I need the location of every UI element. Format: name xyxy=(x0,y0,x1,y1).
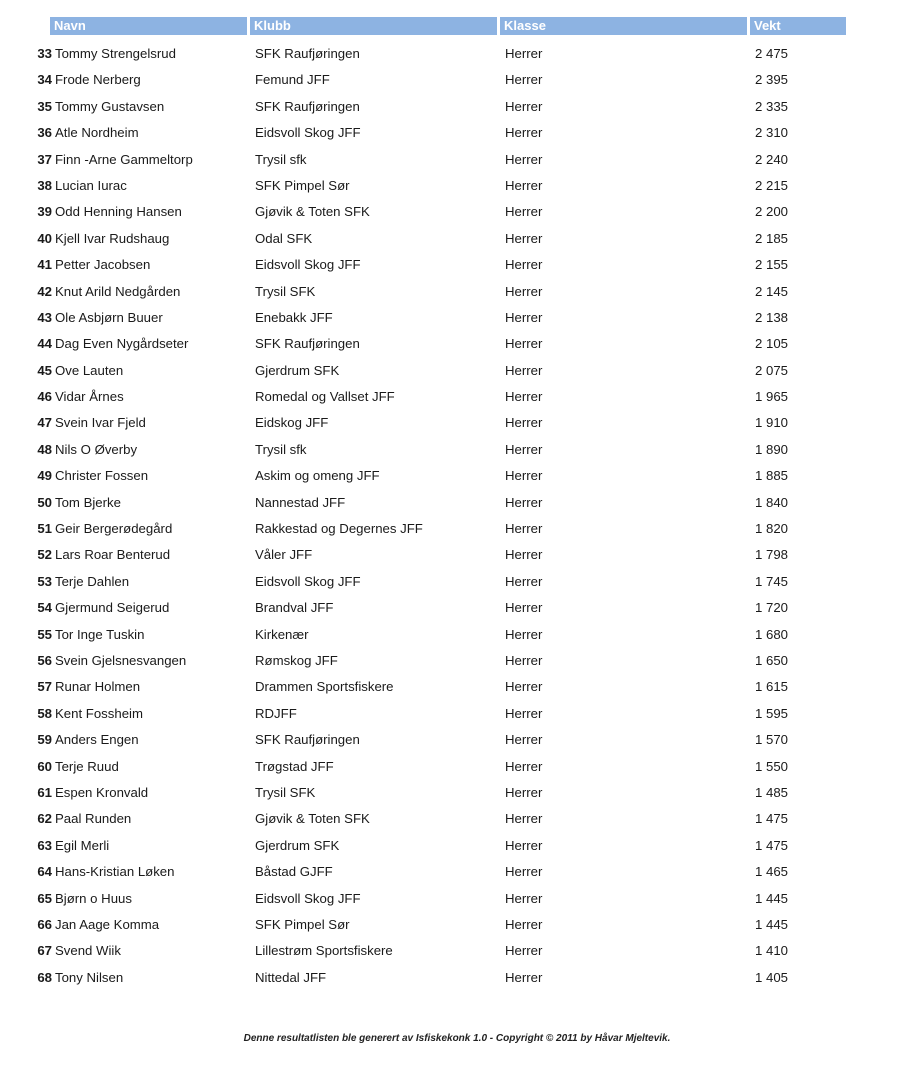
place-cell: 58 xyxy=(37,705,52,721)
club-cell: Gjøvik & Toten SFK xyxy=(255,204,370,220)
class-cell: Herrer xyxy=(505,969,543,985)
place-cell: 42 xyxy=(37,283,52,299)
table-row xyxy=(0,226,914,252)
name-cell: Terje Dahlen xyxy=(55,573,130,589)
name-cell: Hans-Kristian Løken xyxy=(55,864,175,880)
weight-cell: 1 910 xyxy=(755,415,789,431)
name-cell: Frode Nerberg xyxy=(55,72,141,88)
table-row xyxy=(0,542,914,568)
table-row xyxy=(0,279,914,305)
table-row xyxy=(0,173,914,199)
name-cell: Terje Ruud xyxy=(55,758,119,774)
club-cell: Odal SFK xyxy=(255,230,313,246)
table-row xyxy=(0,490,914,516)
club-cell: Eidsvoll Skog JFF xyxy=(255,573,361,589)
results-table xyxy=(0,41,914,991)
weight-cell: 2 240 xyxy=(755,151,789,167)
table-row xyxy=(0,384,914,410)
name-cell: Finn -Arne Gammeltorp xyxy=(55,151,193,167)
place-cell: 50 xyxy=(37,494,52,510)
place-cell: 46 xyxy=(37,389,52,405)
class-cell: Herrer xyxy=(505,309,543,325)
name-cell: Lars Roar Benterud xyxy=(55,547,171,563)
club-cell: Gjerdrum SFK xyxy=(255,362,340,378)
weight-cell: 2 075 xyxy=(755,362,789,378)
class-cell: Herrer xyxy=(505,837,543,853)
column-header-vekt: Vekt xyxy=(750,17,846,35)
weight-cell: 1 798 xyxy=(755,547,789,563)
class-cell: Herrer xyxy=(505,72,543,88)
table-row xyxy=(0,833,914,859)
name-cell: Lucian Iurac xyxy=(55,177,127,193)
name-cell: Tony Nilsen xyxy=(55,969,124,985)
weight-cell: 2 155 xyxy=(755,257,789,273)
class-cell: Herrer xyxy=(505,362,543,378)
name-cell: Nils O Øverby xyxy=(55,441,138,457)
name-cell: Atle Nordheim xyxy=(55,125,139,141)
place-cell: 34 xyxy=(37,72,52,88)
weight-cell: 1 405 xyxy=(755,969,789,985)
place-cell: 49 xyxy=(37,468,52,484)
club-cell: Gjerdrum SFK xyxy=(255,837,340,853)
name-cell: Christer Fossen xyxy=(55,468,149,484)
table-row xyxy=(0,780,914,806)
place-cell: 63 xyxy=(37,837,52,853)
name-cell: Runar Holmen xyxy=(55,679,141,695)
place-cell: 61 xyxy=(37,784,52,800)
table-row xyxy=(0,120,914,146)
name-cell: Svein Ivar Fjeld xyxy=(55,415,146,431)
class-cell: Herrer xyxy=(505,468,543,484)
class-cell: Herrer xyxy=(505,46,543,61)
class-cell: Herrer xyxy=(505,732,543,748)
name-cell: Svend Wiik xyxy=(55,943,121,959)
table-row xyxy=(0,569,914,595)
place-cell: 51 xyxy=(37,521,52,537)
weight-cell: 1 595 xyxy=(755,705,789,721)
class-cell: Herrer xyxy=(505,177,543,193)
name-cell: Tommy Gustavsen xyxy=(55,98,165,114)
weight-cell: 1 745 xyxy=(755,573,789,589)
place-cell: 59 xyxy=(37,732,52,748)
weight-cell: 1 475 xyxy=(755,811,789,827)
class-cell: Herrer xyxy=(505,415,543,431)
class-cell: Herrer xyxy=(505,521,543,537)
table-row xyxy=(0,67,914,93)
place-cell: 65 xyxy=(37,890,52,906)
name-cell: Ole Asbjørn Buuer xyxy=(55,309,163,325)
table-row xyxy=(0,358,914,384)
club-cell: Rakkestad og Degernes JFF xyxy=(255,521,423,537)
place-cell: 68 xyxy=(37,969,52,985)
name-cell: Dag Even Nygårdseter xyxy=(55,336,189,352)
name-cell: Anders Engen xyxy=(55,732,139,748)
table-row xyxy=(0,859,914,885)
table-row xyxy=(0,199,914,225)
class-cell: Herrer xyxy=(505,705,543,721)
class-cell: Herrer xyxy=(505,336,543,352)
place-cell: 56 xyxy=(37,652,52,668)
class-cell: Herrer xyxy=(505,916,543,932)
place-cell: 64 xyxy=(37,864,52,880)
place-cell: 66 xyxy=(37,916,52,932)
weight-cell: 1 445 xyxy=(755,890,789,906)
class-cell: Herrer xyxy=(505,943,543,959)
weight-cell: 1 485 xyxy=(755,784,789,800)
weight-cell: 1 890 xyxy=(755,441,789,457)
club-cell: SFK Pimpel Sør xyxy=(255,177,350,193)
club-cell: SFK Raufjøringen xyxy=(255,336,360,352)
name-cell: Tor Inge Tuskin xyxy=(55,626,145,642)
club-cell: Gjøvik & Toten SFK xyxy=(255,811,370,827)
club-cell: Eidsvoll Skog JFF xyxy=(255,257,361,273)
weight-cell: 1 885 xyxy=(755,468,789,484)
name-cell: Ove Lauten xyxy=(55,362,124,378)
weight-cell: 1 820 xyxy=(755,521,789,537)
club-cell: Kirkenær xyxy=(255,626,309,642)
club-cell: Trysil sfk xyxy=(255,441,307,457)
club-cell: SFK Pimpel Sør xyxy=(255,916,350,932)
class-cell: Herrer xyxy=(505,441,543,457)
club-cell: Brandval JFF xyxy=(255,600,334,616)
weight-cell: 1 445 xyxy=(755,916,789,932)
weight-cell: 2 215 xyxy=(755,177,789,193)
place-cell: 55 xyxy=(37,626,52,642)
weight-cell: 2 200 xyxy=(755,204,789,220)
name-cell: Tom Bjerke xyxy=(55,494,121,510)
place-cell: 53 xyxy=(37,573,52,589)
weight-cell: 1 965 xyxy=(755,389,789,405)
club-cell: Trysil SFK xyxy=(255,784,316,800)
place-cell: 44 xyxy=(37,336,52,352)
weight-cell: 1 615 xyxy=(755,679,789,695)
class-cell: Herrer xyxy=(505,679,543,695)
name-cell: Egil Merli xyxy=(55,837,110,853)
weight-cell: 1 410 xyxy=(755,943,789,959)
column-header-klubb: Klubb xyxy=(250,17,497,35)
class-cell: Herrer xyxy=(505,626,543,642)
weight-cell: 1 840 xyxy=(755,494,789,510)
table-row xyxy=(0,754,914,780)
table-row xyxy=(0,410,914,436)
class-cell: Herrer xyxy=(505,257,543,273)
class-cell: Herrer xyxy=(505,204,543,220)
club-cell: Enebakk JFF xyxy=(255,309,333,325)
weight-cell: 1 720 xyxy=(755,600,789,616)
place-cell: 41 xyxy=(37,257,52,273)
class-cell: Herrer xyxy=(505,283,543,299)
club-cell: Trysil SFK xyxy=(255,283,316,299)
place-cell: 37 xyxy=(37,151,52,167)
class-cell: Herrer xyxy=(505,494,543,510)
class-cell: Herrer xyxy=(505,151,543,167)
table-row xyxy=(0,305,914,331)
place-cell: 52 xyxy=(37,547,52,563)
weight-cell: 2 138 xyxy=(755,309,789,325)
class-cell: Herrer xyxy=(505,98,543,114)
name-cell: Vidar Årnes xyxy=(55,389,124,405)
class-cell: Herrer xyxy=(505,890,543,906)
table-row xyxy=(0,648,914,674)
weight-cell: 2 475 xyxy=(755,46,789,61)
club-cell: Femund JFF xyxy=(255,72,330,88)
place-cell: 54 xyxy=(37,600,52,616)
table-row xyxy=(0,701,914,727)
place-cell: 60 xyxy=(37,758,52,774)
table-row xyxy=(0,912,914,938)
club-cell: Trøgstad JFF xyxy=(255,758,334,774)
weight-cell: 2 310 xyxy=(755,125,789,141)
class-cell: Herrer xyxy=(505,389,543,405)
table-row xyxy=(0,94,914,120)
place-cell: 38 xyxy=(37,177,52,193)
club-cell: Nittedal JFF xyxy=(255,969,327,985)
club-cell: Trysil sfk xyxy=(255,151,307,167)
club-cell: Askim og omeng JFF xyxy=(255,468,380,484)
weight-cell: 1 550 xyxy=(755,758,789,774)
weight-cell: 1 465 xyxy=(755,864,789,880)
name-cell: Jan Aage Komma xyxy=(55,916,160,932)
table-row xyxy=(0,727,914,753)
table-row xyxy=(0,147,914,173)
place-cell: 47 xyxy=(37,415,52,431)
place-cell: 40 xyxy=(37,230,52,246)
club-cell: Eidsvoll Skog JFF xyxy=(255,125,361,141)
club-cell: SFK Raufjøringen xyxy=(255,732,360,748)
club-cell: RDJFF xyxy=(255,705,297,721)
name-cell: Gjermund Seigerud xyxy=(55,600,170,616)
place-cell: 43 xyxy=(37,309,52,325)
place-cell: 35 xyxy=(37,98,52,114)
table-row xyxy=(0,437,914,463)
weight-cell: 2 335 xyxy=(755,98,789,114)
column-header-navn: Navn xyxy=(50,17,247,35)
name-cell: Bjørn o Huus xyxy=(55,890,132,906)
column-header-klasse: Klasse xyxy=(500,17,747,35)
weight-cell: 2 145 xyxy=(755,283,789,299)
table-row xyxy=(0,886,914,912)
place-cell: 62 xyxy=(37,811,52,827)
name-cell: Kjell Ivar Rudshaug xyxy=(55,230,170,246)
table-row xyxy=(0,516,914,542)
club-cell: Nannestad JFF xyxy=(255,494,346,510)
name-cell: Tommy Strengelsrud xyxy=(55,46,176,61)
name-cell: Espen Kronvald xyxy=(55,784,149,800)
table-row xyxy=(0,463,914,489)
weight-cell: 2 185 xyxy=(755,230,789,246)
name-cell: Svein Gjelsnesvangen xyxy=(55,652,187,668)
name-cell: Petter Jacobsen xyxy=(55,257,151,273)
class-cell: Herrer xyxy=(505,573,543,589)
name-cell: Odd Henning Hansen xyxy=(55,204,182,220)
table-row xyxy=(0,938,914,964)
weight-cell: 1 680 xyxy=(755,626,789,642)
place-cell: 36 xyxy=(37,125,52,141)
name-cell: Knut Arild Nedgården xyxy=(55,283,181,299)
weight-cell: 1 650 xyxy=(755,652,789,668)
class-cell: Herrer xyxy=(505,864,543,880)
name-cell: Geir Bergerødegård xyxy=(55,521,173,537)
weight-cell: 1 570 xyxy=(755,732,789,748)
place-cell: 48 xyxy=(37,441,52,457)
place-cell: 57 xyxy=(37,679,52,695)
place-cell: 45 xyxy=(37,362,52,378)
class-cell: Herrer xyxy=(505,758,543,774)
club-cell: Båstad GJFF xyxy=(255,864,333,880)
class-cell: Herrer xyxy=(505,600,543,616)
place-cell: 39 xyxy=(37,204,52,220)
club-cell: Lillestrøm Sportsfiskere xyxy=(255,943,393,959)
footer-note: Denne resultatlisten ble generert av Isfiskekonk 1.0 - Copyright © 2011 by Håvar Mjeltevik. xyxy=(243,1033,671,1044)
table-row xyxy=(0,965,914,991)
club-cell: SFK Raufjøringen xyxy=(255,98,360,114)
table-header xyxy=(0,17,914,35)
place-cell: 67 xyxy=(37,943,52,959)
class-cell: Herrer xyxy=(505,811,543,827)
class-cell: Herrer xyxy=(505,784,543,800)
class-cell: Herrer xyxy=(505,125,543,141)
table-row xyxy=(0,331,914,357)
club-cell: SFK Raufjøringen xyxy=(255,46,360,61)
table-row xyxy=(0,806,914,832)
class-cell: Herrer xyxy=(505,547,543,563)
table-row xyxy=(0,252,914,278)
club-cell: Våler JFF xyxy=(255,547,313,563)
club-cell: Eidsvoll Skog JFF xyxy=(255,890,361,906)
table-row xyxy=(0,622,914,648)
weight-cell: 2 105 xyxy=(755,336,789,352)
weight-cell: 2 395 xyxy=(755,72,789,88)
place-cell: 33 xyxy=(37,46,52,61)
class-cell: Herrer xyxy=(505,230,543,246)
weight-cell: 1 475 xyxy=(755,837,789,853)
class-cell: Herrer xyxy=(505,652,543,668)
club-cell: Romedal og Vallset JFF xyxy=(255,389,395,405)
name-cell: Paal Runden xyxy=(55,811,132,827)
name-cell: Kent Fossheim xyxy=(55,705,143,721)
club-cell: Rømskog JFF xyxy=(255,652,338,668)
table-row xyxy=(0,595,914,621)
club-cell: Drammen Sportsfiskere xyxy=(255,679,394,695)
club-cell: Eidskog JFF xyxy=(255,415,329,431)
table-row xyxy=(0,674,914,700)
table-row xyxy=(0,41,914,67)
